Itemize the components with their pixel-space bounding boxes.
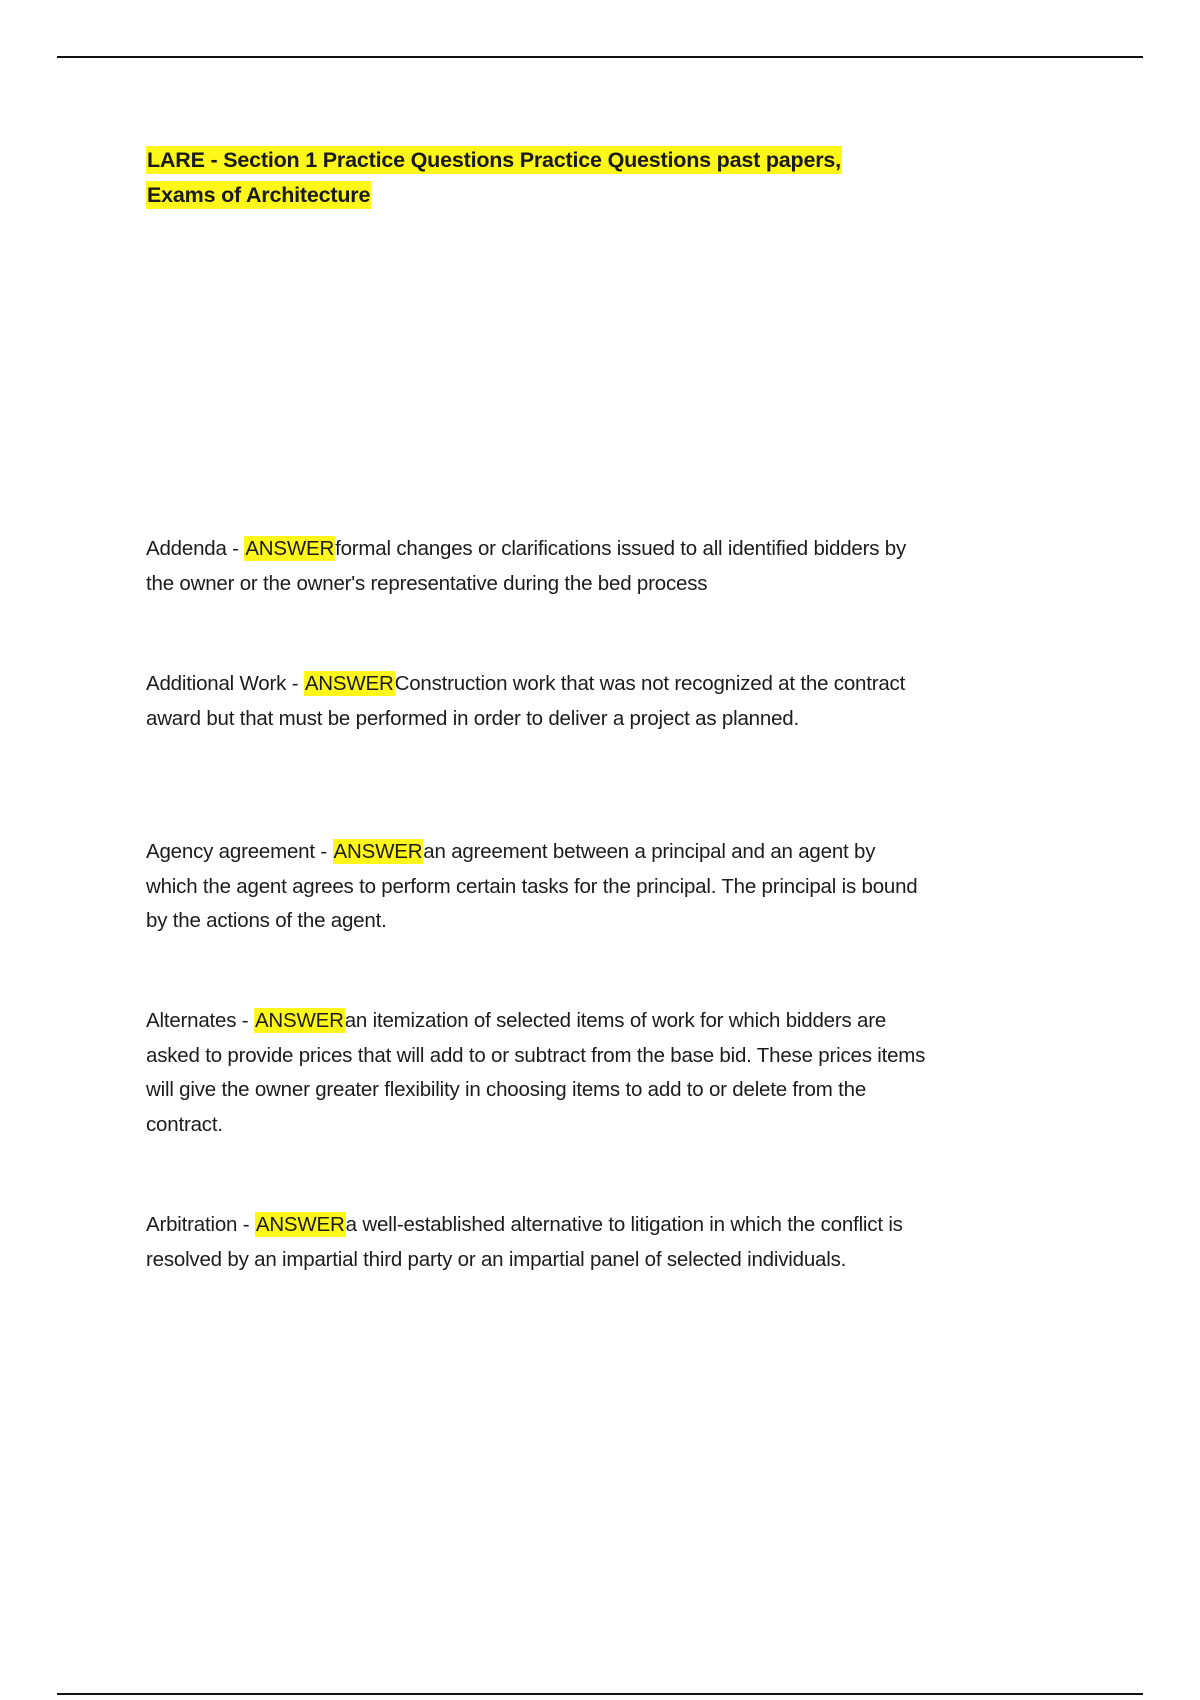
answer-keyword: ANSWER bbox=[333, 840, 423, 863]
footer-rule bbox=[57, 1693, 1143, 1695]
entry-separator: - bbox=[314, 840, 333, 863]
entry-agency-agreement bbox=[146, 835, 926, 939]
entry-definition: a well-established alternative to litigation in which the conflict is resolved by an impartial third party or an impartial panel of selected individuals. bbox=[146, 1213, 903, 1271]
entry-separator: - bbox=[237, 1213, 255, 1236]
entry-definition: Construction work that was not recognized at the contract award but that must be performed in order to deliver a project as planned. bbox=[146, 672, 906, 730]
entry-term: Addenda bbox=[146, 537, 227, 560]
entry-arbitration bbox=[146, 1208, 926, 1277]
header-rule bbox=[57, 56, 1143, 58]
entry-term: Alternates bbox=[146, 1009, 237, 1032]
title-highlight: LARE - Section 1 Practice Questions Practice Questions past papers, Exams of Architecture bbox=[147, 148, 841, 207]
entry-additional-work bbox=[146, 667, 926, 736]
entry-term: Agency agreement bbox=[146, 840, 315, 863]
entry-separator: - bbox=[226, 537, 245, 560]
entry-term: Additional Work bbox=[146, 672, 287, 695]
answer-keyword: ANSWER bbox=[255, 1213, 345, 1236]
entry-addenda bbox=[146, 532, 926, 601]
answer-keyword: ANSWER bbox=[245, 537, 335, 560]
entry-definition: an agreement between a principal and an agent by which the agent agrees to perform certain tasks for the principal. The principal is bound by the actions of the agent. bbox=[146, 840, 918, 932]
answer-keyword: ANSWER bbox=[304, 672, 394, 695]
entry-separator: - bbox=[236, 1009, 254, 1032]
entry-term: Arbitration bbox=[146, 1213, 238, 1236]
document-title bbox=[146, 143, 906, 212]
entry-alternates bbox=[146, 1004, 926, 1142]
entry-definition: an itemization of selected items of work for which bidders are asked to provide prices that will add to or subtract from the base bid. These prices items will give the owner greater flexibility in choosing items to add to or delete from the contract. bbox=[146, 1009, 926, 1136]
answer-keyword: ANSWER bbox=[254, 1009, 344, 1032]
entry-definition: formal changes or clarifications issued to all identified bidders by the owner or the owner's representative during the bed process bbox=[146, 537, 907, 595]
entry-separator: - bbox=[286, 672, 304, 695]
